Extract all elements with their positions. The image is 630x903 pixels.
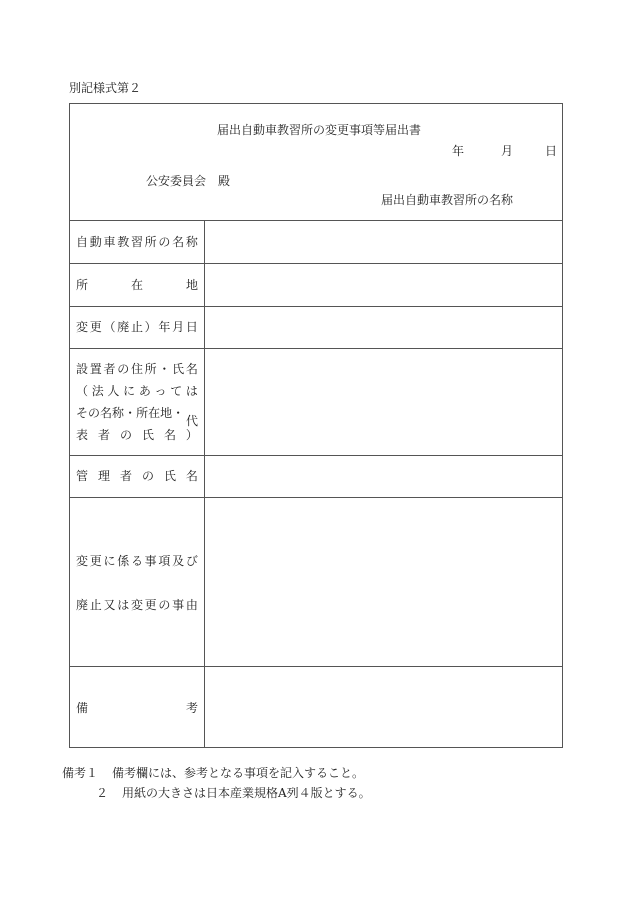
char: 備 (76, 701, 89, 715)
char: 在 (130, 278, 143, 292)
char: 更 (89, 554, 102, 568)
manager-name-field[interactable] (205, 456, 562, 497)
char: に (103, 554, 116, 568)
char: の (141, 469, 154, 483)
label-location (76, 277, 198, 293)
char: 動 (89, 235, 102, 249)
char: 管 (76, 469, 89, 483)
label-founder-line1 (76, 361, 198, 377)
char: 止 (89, 598, 102, 612)
char: 変 (76, 554, 89, 568)
char: 係 (117, 554, 130, 568)
note-prefix: 備考１ (62, 766, 99, 780)
char: の (119, 428, 132, 442)
char: る (130, 554, 143, 568)
char: に (123, 384, 136, 398)
char: 廃 (76, 598, 89, 612)
char: （ (103, 320, 116, 334)
label-remarks (76, 700, 198, 716)
date-day-label: 日 (545, 144, 558, 158)
label-founder-line2 (76, 383, 198, 399)
char: 者 (103, 362, 116, 376)
char: 地 (185, 278, 198, 292)
char: て (170, 384, 183, 398)
note-prefix: ２ (96, 786, 109, 800)
addressee-label: 公安委員会 殿 (146, 174, 231, 188)
char: 教 (117, 235, 130, 249)
char: 所 (136, 406, 149, 420)
char: 設 (76, 362, 89, 376)
char: 称 (185, 235, 198, 249)
char: 名 (100, 406, 113, 420)
char: の (158, 235, 171, 249)
char: 年 (158, 320, 171, 334)
char: の (117, 362, 130, 376)
note-text: 備考欄には、参考となる事項を記入すること。 (112, 766, 365, 780)
char: 月 (172, 320, 185, 334)
char: 名 (185, 362, 198, 376)
char: は (117, 598, 130, 612)
char: 者 (97, 428, 110, 442)
char: ） (144, 320, 157, 334)
note-1 (62, 764, 364, 781)
char: 項 (158, 554, 171, 568)
char: の (88, 406, 101, 420)
char: ） (185, 428, 198, 442)
char: 住 (130, 362, 143, 376)
char: 名 (163, 428, 176, 442)
char: 日 (185, 320, 198, 334)
char: 理 (97, 469, 110, 483)
char: 及 (172, 554, 185, 568)
char: 表 (76, 428, 89, 442)
date-year-label: 年 (452, 144, 465, 158)
char: 廃 (117, 320, 130, 334)
note-2 (96, 784, 371, 801)
char: 氏 (163, 469, 176, 483)
char: 自 (76, 235, 89, 249)
char: あ (138, 384, 151, 398)
label-manager-name (76, 468, 198, 484)
char: 変 (130, 598, 143, 612)
label-change-date (76, 319, 198, 335)
label-change-items-line1 (76, 553, 198, 569)
char: 由 (185, 598, 198, 612)
label-founder-line3 (76, 405, 186, 421)
submitter-name-label: 届出自動車教習所の名称 (381, 193, 514, 207)
char: 人 (107, 384, 120, 398)
char: 名 (172, 235, 185, 249)
change-items-field[interactable] (205, 498, 562, 666)
char: 者 (119, 469, 132, 483)
remarks-field[interactable] (205, 667, 562, 747)
char: 所 (76, 278, 89, 292)
char: ・ (172, 406, 185, 420)
char: 称 (112, 406, 125, 420)
label-founder-line4 (76, 427, 198, 443)
founder-field[interactable] (205, 349, 562, 455)
char: 習 (130, 235, 143, 249)
char: ・ (124, 406, 137, 420)
char: 止 (130, 320, 143, 334)
char: 名 (185, 469, 198, 483)
label-change-items-line2 (76, 597, 198, 613)
note-text: 用紙の大きさは日本産業規格A列４版とする。 (122, 786, 371, 800)
char: び (185, 554, 198, 568)
char: 所 (144, 235, 157, 249)
char: 置 (89, 362, 102, 376)
char: は (185, 384, 198, 398)
char: （ (76, 384, 89, 398)
char: っ (154, 384, 167, 398)
form-number-label: 別記様式第２ (69, 81, 142, 95)
char: 又 (103, 598, 116, 612)
char: 法 (91, 384, 104, 398)
label-founder-floating-char: 代 (186, 414, 199, 428)
char: 在 (148, 406, 161, 420)
char: そ (76, 406, 89, 420)
char: 考 (185, 701, 198, 715)
char: 更 (89, 320, 102, 334)
char: 事 (172, 598, 185, 612)
char: 車 (103, 235, 116, 249)
location-field[interactable] (205, 264, 562, 306)
char: 更 (144, 598, 157, 612)
char: 地 (160, 406, 173, 420)
char: 氏 (172, 362, 185, 376)
char: 事 (144, 554, 157, 568)
char: 所 (144, 362, 157, 376)
date-month-label: 月 (501, 144, 514, 158)
char: の (158, 598, 171, 612)
char: 氏 (141, 428, 154, 442)
label-school-name (76, 234, 198, 250)
change-date-field[interactable] (205, 307, 562, 348)
school-name-field[interactable] (205, 221, 562, 263)
char: 変 (76, 320, 89, 334)
char: ・ (158, 362, 171, 376)
form-title: 届出自動車教習所の変更事項等届出書 (217, 123, 422, 137)
